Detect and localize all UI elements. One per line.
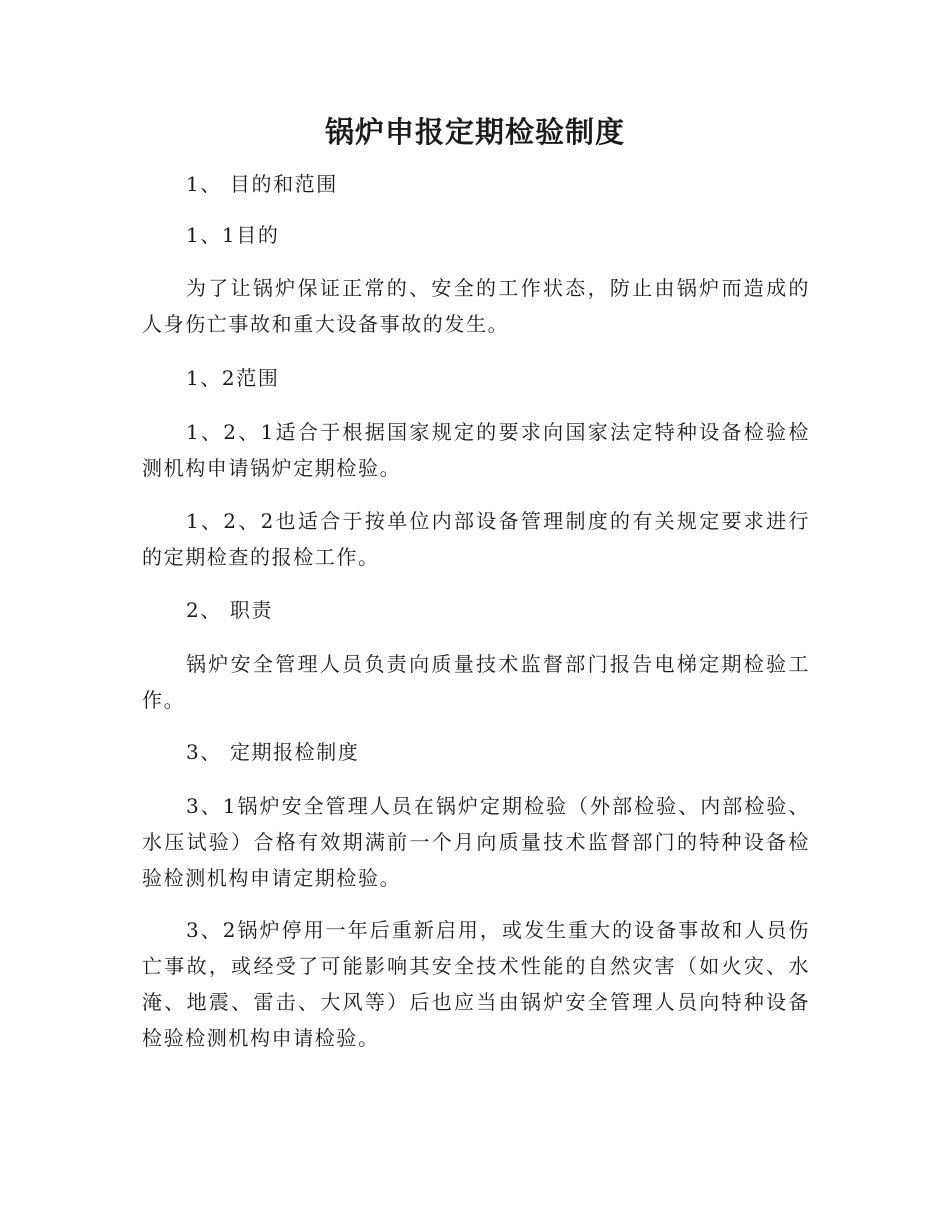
subsection-heading-scope: 1、2范围 — [186, 366, 280, 390]
paragraph-inspection-2: 3、2锅炉停用一年后重新启用，或发生重大的设备事故和人员伤亡事故，或经受了可能影响其安全技术性能的自然灾害（如火灾、水淹、地震、雷击、大风等）后也应当由锅炉安全管理人员向特种设备检验检测机构申请检验。 — [142, 918, 810, 1050]
paragraph-purpose: 为了让锅炉保证正常的、安全的工作状态，防止由锅炉而造成的人身伤亡事故和重大设备事故的发生。 — [142, 276, 810, 336]
paragraph-scope-1: 1、2、1适合于根据国家规定的要求向国家法定特种设备检验检测机构申请锅炉定期检验。 — [142, 420, 810, 480]
section-heading-purpose-scope: 1、 目的和范围 — [186, 172, 338, 196]
section-heading-periodic-inspection: 3、 定期报检制度 — [186, 740, 360, 764]
section-heading-duties: 2、 职责 — [186, 598, 274, 622]
paragraph-inspection-1: 3、1锅炉安全管理人员在锅炉定期检验（外部检验、内部检验、水压试验）合格有效期满前一个月向质量技术监督部门的特种设备检验检测机构申请定期检验。 — [142, 794, 810, 890]
paragraph-duties: 锅炉安全管理人员负责向质量技术监督部门报告电梯定期检验工作。 — [142, 652, 810, 712]
subsection-heading-purpose: 1、1目的 — [186, 223, 280, 247]
document-title: 锅炉申报定期检验制度 — [324, 115, 625, 149]
paragraph-scope-2: 1、2、2也适合于按单位内部设备管理制度的有关规定要求进行的定期检查的报检工作。 — [142, 509, 810, 569]
